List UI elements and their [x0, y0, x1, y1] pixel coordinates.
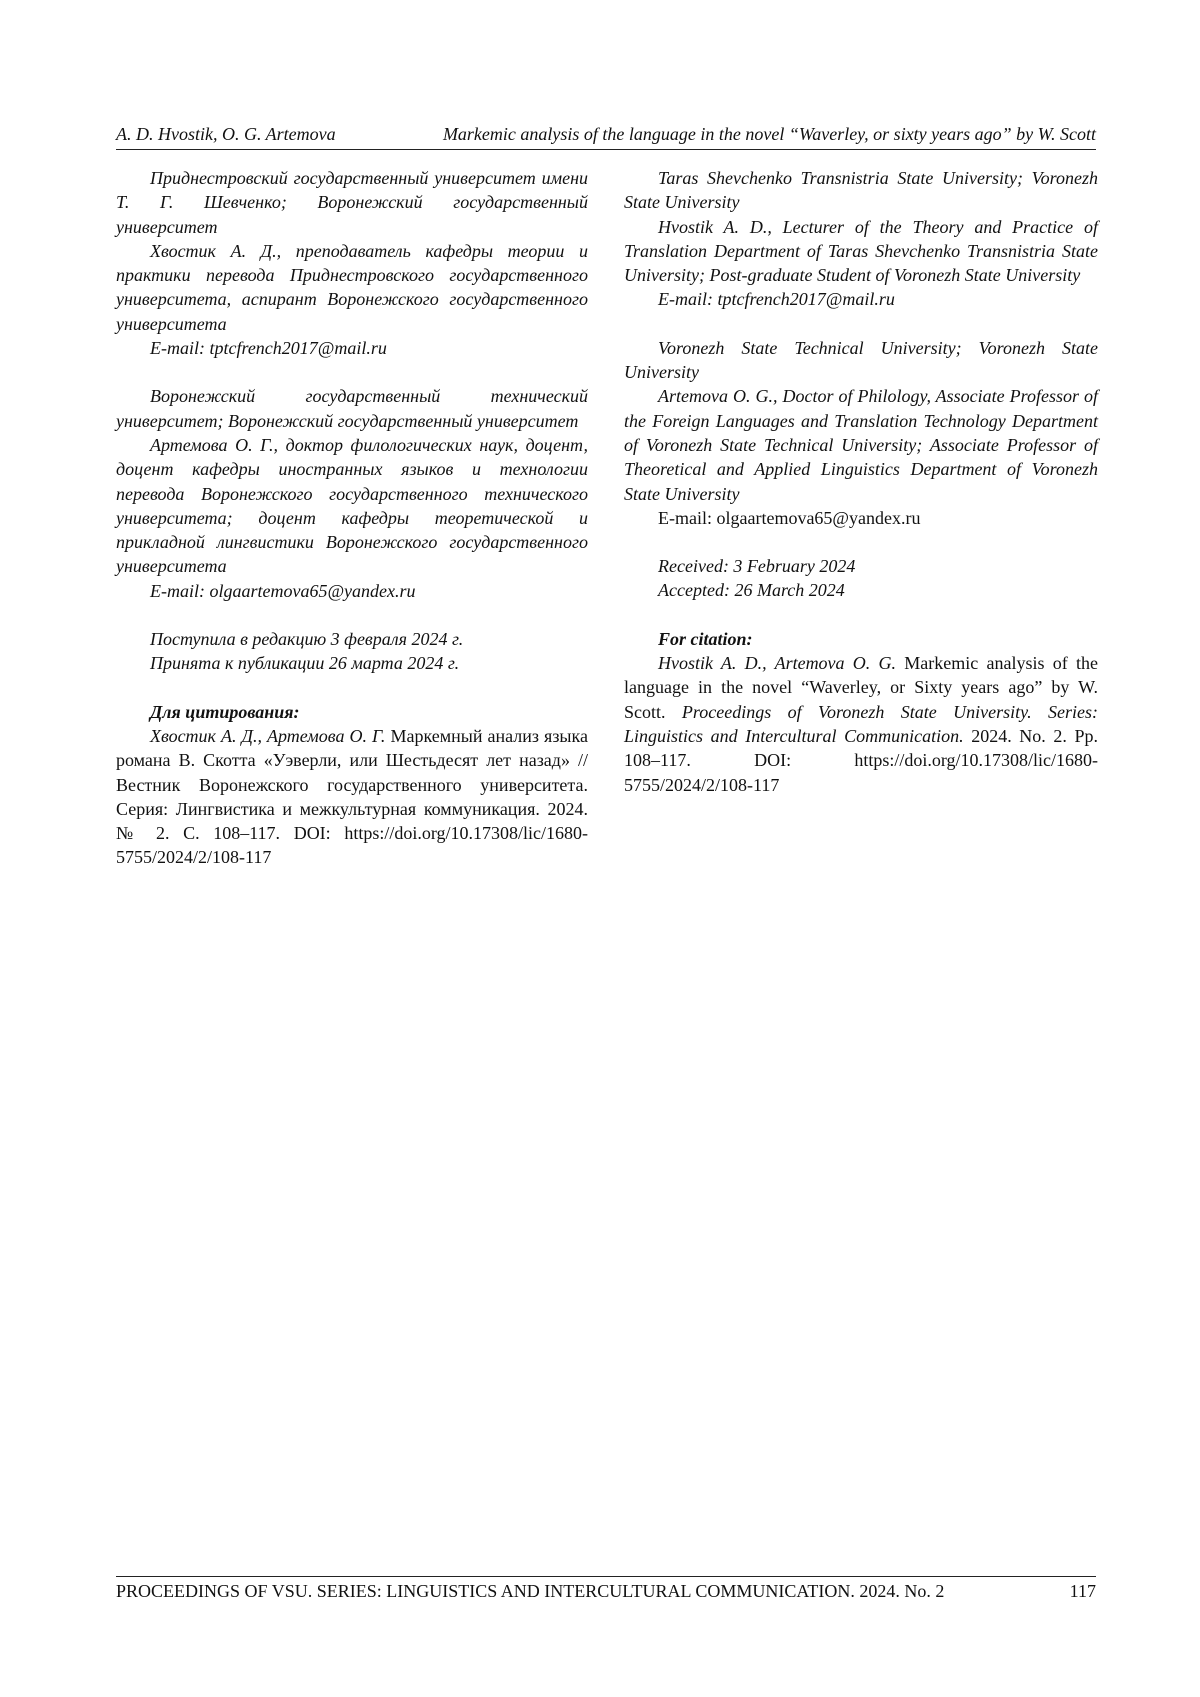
page-number: 117 [1069, 1581, 1096, 1601]
citation-body: Маркемный анализ языка романа В. Скотта «Уэверли, или Шестьдесят лет назад» // Вестник Воронежского государственного университета. Серия: Лингвистика и межкультурная коммуникация. 2024. № 2. С. 108–117. DOI: https://doi.org/10.17308/lic/1680-5755/2024/2/108-117 [116, 725, 588, 868]
citation-heading: For citation: [658, 628, 753, 649]
citation-heading: Для цитирования: [150, 701, 300, 722]
author-1-email: E-mail: tptcfrench2017@mail.ru [658, 289, 895, 310]
footer-journal: PROCEEDINGS OF VSU. SERIES: LINGUISTICS AND INTERCULTURAL COMMUNICATION. 2024. No. 2 [116, 1581, 945, 1601]
running-footer [116, 1576, 1096, 1602]
citation-body-2: 2024. No. 2. Pp. 108–117. DOI: https://doi.org/10.17308/lic/1680-5755/2024/2/108-117 [624, 725, 1098, 795]
citation-text [116, 724, 588, 870]
header-authors: A. D. Hvostik, O. G. Artemova [116, 124, 336, 144]
citation-text [624, 651, 1098, 797]
header-title: Markemic analysis of the language in the novel “Waverley, or sixty years ago” by W. Scott [442, 124, 1096, 144]
author-2-email: E-mail: olgaartemova65@yandex.ru [658, 507, 921, 528]
received-date: Поступила в редакцию 3 февраля 2024 г. [150, 629, 464, 650]
affiliation-1-org: Taras Shevchenko Transnistria State University; Voronezh State University [624, 168, 1098, 213]
running-header [116, 124, 1096, 150]
author-2-info: Артемова О. Г., доктор филологических наук, доцент, доцент кафедры иностранных языков и технологии перевода Воронежского государственного технического университета; доцент кафедры теоретической и прикладной лингвистики Воронежского государственного университета [116, 434, 588, 577]
received-date: Received: 3 February 2024 [658, 556, 856, 577]
citation-body-1: Markemic analysis of the language in the novel “Waverley, or Sixty years ago” by W. Scott. [624, 653, 1098, 722]
author-2-info: Artemova O. G., Doctor of Philology, Associate Professor of the Foreign Languages and Translation Technology Department of Voronezh State Technical University; Associate Professor of Theoretical and Applied Linguistics Department of Voronezh State University [624, 386, 1098, 504]
citation-authors: Hvostik A. D., Artemova O. G. [658, 653, 897, 674]
right-column-english [624, 166, 1098, 797]
affiliation-1-org: Приднестровский государственный университет имени Т. Г. Шевченко; Воронежский государственный университет [116, 168, 588, 237]
author-1-email: E-mail: tptcfrench2017@mail.ru [150, 338, 387, 359]
affiliation-2-org: Voronezh State Technical University; Voronezh State University [624, 337, 1098, 383]
author-1-info: Hvostik A. D., Lecturer of the Theory and Practice of Translation Department of Taras Shevchenko Transnistria State University; Post-graduate Student of Voronezh State University [624, 216, 1098, 286]
accepted-date: Accepted: 26 March 2024 [658, 580, 845, 601]
author-2-email: E-mail: olgaartemova65@yandex.ru [150, 580, 416, 601]
left-column-russian [116, 166, 588, 870]
affiliation-2-org: Воронежский государственный технический университет; Воронежский государственный университет [116, 386, 588, 431]
citation-authors: Хвостик А. Д., Артемова О. Г. [150, 725, 386, 746]
accepted-date: Принята к публикации 26 марта 2024 г. [150, 653, 460, 674]
author-1-info: Хвостик А. Д., преподаватель кафедры теории и практики перевода Приднестровского государственного университета, аспирант Воронежского государственного университета [116, 240, 588, 334]
citation-journal: Proceedings of Voronezh State University. Series: Linguistics and Intercultural Communication. [624, 701, 1098, 746]
